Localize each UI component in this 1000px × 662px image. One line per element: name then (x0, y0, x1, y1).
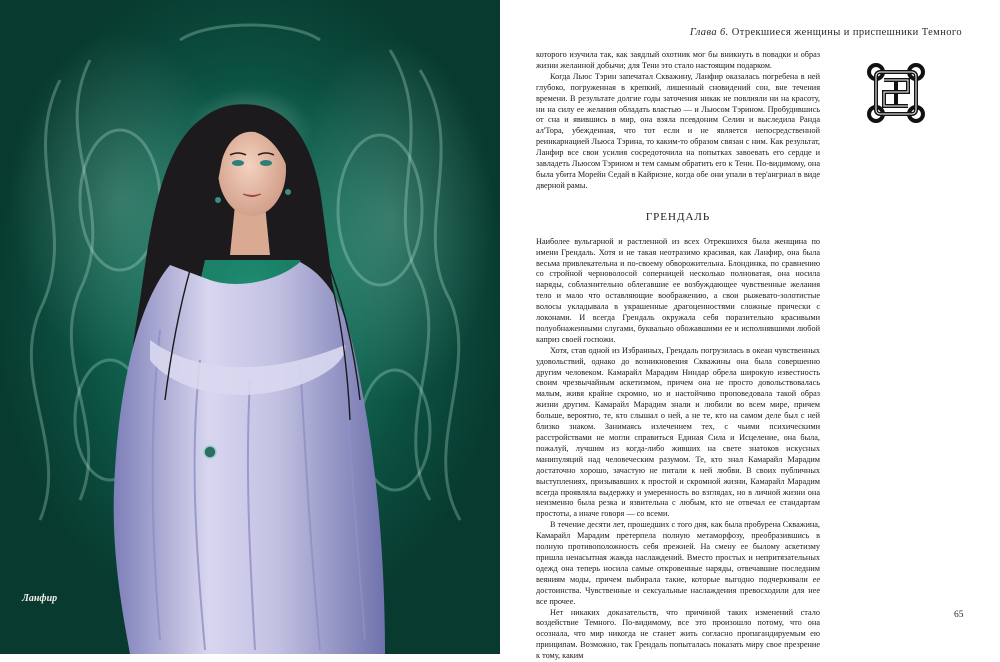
robe (114, 262, 385, 654)
portrait-painting (0, 0, 500, 654)
paragraph: Хотя, став одной из Избранных, Грендаль погрузилась в океан чувственных удовольствий, однако до возникновения Скважины она была совершенно другим человеком. Камарайл Марадим Ниндар обрела широкую известность своим чрезвычайным аскетизмом, причем она не просто довольствовалась малым, живя крайне скромно, но и настойчиво проповедовала такой образ жизни другим. Камарайл Марадим знали и любили во всем мире, причем больше, вероятно, те, кто слышал о ней, а не те, кто на самом деле был с ней близко знаком. Занимаясь излечением тех, с чьими психическими расстройствами не могли справиться Единая Сила и Исцеление, она была, пожалуй, лучшим из когда-либо живших на свете знатоков искусных манипуляций над человеческим разумом. Те, кто знал Камарайл Марадим достаточно хорошо, зачастую не питали к ней любви. В своих публичных выступлениях, призывавших к простой и скромной жизни, Камарайл Марадим всегда проявляла выдержку и умеренность во взглядах, но в личной жизни она неизменно была резка и язвительна с любым, кто не отвечал ее стандартам простоты, а иначе говоря — со всеми. (536, 346, 820, 521)
paragraph: которого изучила так, как заядлый охотник мог бы вникнуть в повадки и образ жизни желанной добычи; для Тени это стало настоящим подарком. (536, 50, 820, 72)
illustration-page (0, 0, 500, 654)
paragraph: Нет никаких доказательств, что причиной таких изменений стало воздействие Темного. По-видимому, все это произошло потому, что она осознала, что мир никогда не станет жить согласно пропагандируемым ею принципам. Возможно, так Грендаль попыталась показать миру свое презрение к тому, каким (536, 608, 820, 662)
paragraph: В течение десяти лет, прошедших с того дня, как была пробурена Скважина, Камарайл Марадим претерпела полную метаморфозу, преобразившись в полную противоположность себя прежней. На смену ее былому аскетизму пришла ненасытная жажда наслаждений. Вместо простых и непритязательных одежд она теперь носила самые откровенные наряды, отвечавшие последним веяниям моды, причем выбирала такие, которые выгодно подчеркивали ее достоинства. Чувственные и сексуальные наслаждения превосходили для нее все прочее. (536, 520, 820, 607)
running-head (690, 27, 962, 38)
illustration-caption: Ланфир (22, 593, 57, 604)
chapter-title: Отрекшиеся женщины и приспешники Темного (732, 27, 962, 38)
section-heading: ГРЕНДАЛЬ (536, 212, 820, 223)
article-body (536, 50, 820, 662)
brooch (204, 446, 216, 458)
celtic-knot-emblem (866, 62, 926, 124)
page-number: 65 (954, 610, 964, 620)
paragraph: Наиболее вульгарной и растленной из всех Отрекшихся была женщина по имени Грендаль. Хотя и не такая неотразимо красивая, как Ланфир, она была весьма привлекательна и по-своему обворожительна. Блондинка, по сравнению со стройной черноволосой соперницей несколько полноватая, она носила наряды, соблазнительно облегавшие ее возбуждающее чувственные желания тело и мало что оставляющие воображению, а свои рыжевато-золотистые волосы укладывала в украшенные драгоценностями сложные прически с локонами. И всегда Грендаль окружала себя поразительно красивыми полуобнаженными слугами, буквально обожавшими ее и исполнявшими любой каприз своей госпожи. (536, 237, 820, 346)
chapter-number: Глава 6. (690, 27, 729, 38)
earring-right (285, 189, 291, 195)
right-eye (260, 160, 272, 166)
left-eye (232, 160, 244, 166)
earring-left (215, 197, 221, 203)
paragraph: Когда Льюс Тэрин запечатал Скважину, Ланфир оказалась погребена в ней глубоко, погруженная в крепкий, лишенный сновидений сон, вне течения времени. В результате долгие годы заточения никак не повлияли ни на красоту, ни на силу ее желания обладать властью — и Льюсом Тэрином. Пробудившись от сна и явившись в мир, она взяла псевдоним Селин и выследила Ранда ал'Тора, убежденная, что тот если и не является непосредственной реинкарнацией Льюса Тэрина, то каким-то образом связан с ним. Как результат, Ланфир все свои усилия сосредоточила на попытках завоевать его сердце и завладеть Льюсом Тэрином и тем самым обратить его к Тени. По-видимому, она была убита Морейн Седай в Кайриэне, когда обе они упали в тер'ангриал в виде дверной рамы. (536, 72, 820, 192)
